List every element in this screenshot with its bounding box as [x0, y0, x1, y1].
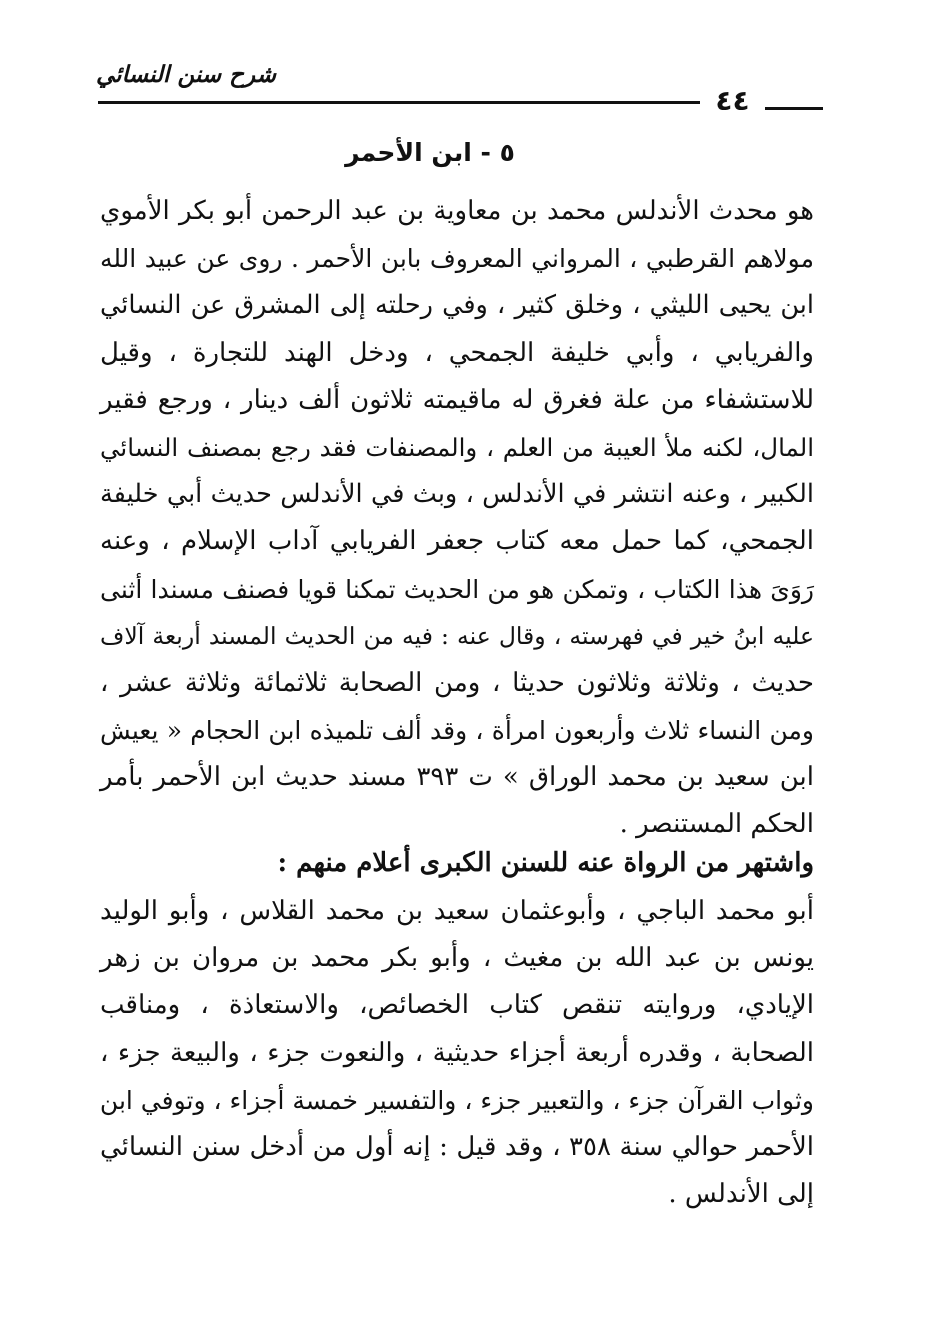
paragraph-line: أبو محمد الباجي ، وأبوعثمان سعيد بن محمد القلاس ، وأبو الوليد — [100, 896, 814, 926]
paragraph-line: ومن النساء ثلاث وأربعون امرأة ، وقد ألف تلميذه ابن الحجام « يعيش — [100, 716, 814, 746]
paragraph-line: الكبير ، وعنه انتشر في الأندلس ، وبث في الأندلس حديث أبي خليفة — [100, 479, 814, 510]
paragraph-line: وثواب القرآن جزء ، والتعبير جزء ، والتفسير خمسة أجزاء ، وتوفي ابن — [99, 1085, 814, 1115]
paragraph-line: حديث ، وثلاثة وثلاثون حديثا ، ومن الصحابة ثلاثمائة وثلاثة عشر ، — [100, 667, 814, 698]
paragraph-line: ابن يحيى الليثي ، وخلق كثير ، وفي رحلته إلى المشرق عن النسائي — [100, 290, 814, 321]
paragraph-line: هو محدث الأندلس محمد بن معاوية بن عبد الرحمن أبو بكر الأموي — [100, 196, 814, 226]
paragraph-line: يونس بن عبد الله بن مغيث ، وأبو بكر محمد بن مروان بن زهر — [100, 943, 814, 974]
paragraph-line: للاستشفاء من علة فغرق له ماقيمته ثلاثون ألف دينار ، ورجع فقير — [100, 384, 814, 415]
header-rule-short — [765, 107, 823, 110]
paragraph-line: المال، لكنه ملأ العيبة من العلم ، والمصنفات فقد رجع بمصنف النسائي — [100, 432, 814, 462]
paragraph-line: رَوَىَ هذا الكتاب ، وتمكن هو من الحديث تمكنا قويا فصنف مسندا أثنى — [100, 574, 814, 604]
paragraph-line: الصحابة ، وقدره أربعة أجزاء حديثية ، والنعوت جزء ، والبيعة جزء ، — [100, 1037, 814, 1068]
paragraph-line: والفريابي ، وأبي خليفة الجمحي ، ودخل الهند للتجارة ، وقيل — [100, 337, 814, 368]
paragraph-line: مولاهم القرطبي ، المرواني المعروف بابن الأحمر . روى عن عبيد الله — [100, 244, 814, 274]
paragraph-line: عليه ابنُ خير في فهرسته ، وقال عنه : فيه من الحديث المسند أربعة آلاف — [100, 621, 814, 650]
running-header-title: شرح سنن النسائي — [96, 62, 276, 88]
paragraph-line: الإيادي، وروايته تنقص كتاب الخصائص، والاستعاذة ، ومناقب — [100, 990, 814, 1021]
paragraph-line: ابن سعيد بن محمد الوراق » ت ٣٩٣ مسند حديث ابن الأحمر بأمر — [100, 762, 814, 793]
page-number: ٤٤ — [715, 84, 750, 117]
paragraph-line: إلى الأندلس . — [668, 1179, 814, 1210]
narrators-paragraph — [100, 888, 814, 1218]
section-title: ٥ - ابن الأحمر — [345, 138, 515, 167]
paragraph-line: الحكم المستنصر . — [619, 809, 814, 840]
paragraph-line: الجمحي، كما حمل معه كتاب جعفر الفريابي آداب الإسلام ، وعنه — [100, 526, 814, 557]
narrators-subheading: واشتهر من الرواة عنه للسنن الكبرى أعلام منهم : — [277, 848, 814, 878]
paragraph-line: الأحمر حوالي سنة ٣٥٨ ، وقد قيل : إنه أول من أدخل سنن النسائي — [100, 1131, 814, 1162]
header-rule — [98, 101, 700, 104]
biography-paragraph — [100, 188, 814, 849]
